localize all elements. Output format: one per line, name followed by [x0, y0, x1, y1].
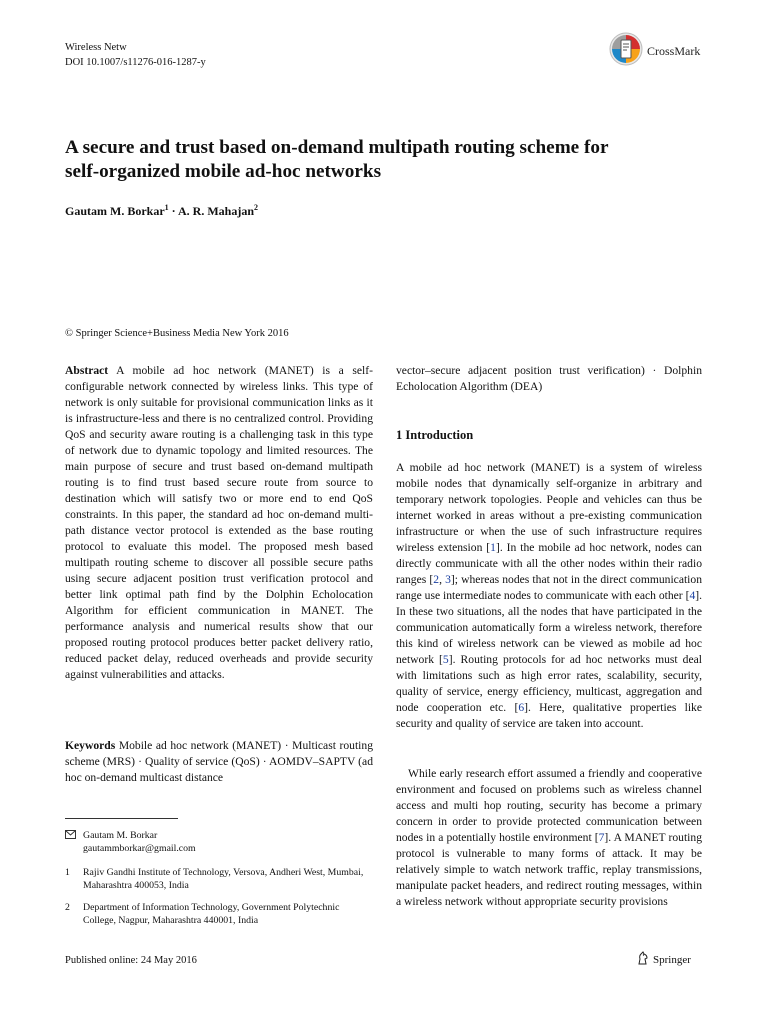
- springer-horse-icon: [636, 951, 650, 968]
- copyright-line: © Springer Science+Business Media New York 2016: [65, 328, 289, 339]
- citation-link[interactable]: 7: [598, 831, 605, 844]
- intro-paragraph-2: [396, 766, 702, 910]
- crossmark-label: CrossMark: [647, 44, 701, 58]
- affiliation-text: Department of Information Technology, Government Polytechnic College, Nagpur, Maharashtra 440001, India: [83, 902, 340, 926]
- crossmark-badge[interactable]: [609, 32, 700, 71]
- text-run: ]. In these two situations, all the nodes that have participated in the communication automatically form a wireless network, therefore this kind of wireless network can be viewed as mobile ad hoc network [: [396, 589, 702, 666]
- text-run: A mobile ad hoc network (MANET) is a system of wireless mobile nodes that dynamically self-organize in arbitrary and temporary network topologies. People and vehicles can thus be internet worked in areas without a pre-existing communication infrastructure or when the use of such infrastructure requires wireless extension [: [396, 461, 702, 554]
- author-separator: ·: [168, 204, 178, 218]
- text-run: ]. Routing protocols for ad hoc networks must deal with limitations such as high error rates, scalability, security, quality of service, energy efficiency, multicast, aggregation and node cooperation etc. [: [396, 653, 702, 714]
- citation-link[interactable]: 1: [490, 541, 496, 554]
- contact-name: Gautam M. Borkar: [83, 830, 158, 841]
- affiliation-marker: 1: [164, 203, 169, 212]
- text-run: ]. Here, qualitative properties like security and quality of service are taken into account.: [396, 701, 702, 730]
- abstract-text: A mobile ad hoc network (MANET) is a self-configurable network connected by wireless links. This type of network is only suitable for provisional communication links as it is infrastructure-less and there is no centralized control. Providing QoS and security aware routing is a challenging task in this type of network due to dynamic topology and limited resources. The main purpose of secure and trust based on-demand multipath routing is to find trust based secure route from source to destination which will satisfy two or more end to end QoS constraints. In this paper, the standard ad hoc on-demand multi-path distance vector protocol is extended as the base routing protocol to evaluate this model. The proposed mesh based multipath routing scheme to discover all possible secure paths using secure adjacent position trust verification protocol and better link optimal path find by the Dolphin Echolocation Algorithm for efficient communication in MANET. The performance analysis and numerical results show that our proposed routing protocol produces better packet delivery ratio, reduced packet delay, reduced overheads and provide security against vulnerabilities and attacks.: [65, 364, 373, 681]
- text-run: ]; whereas nodes that not in the direct communication range use intermediate nodes to communicate with each other [: [396, 573, 702, 602]
- journal-header: [65, 40, 206, 70]
- keywords-text: Mobile ad hoc network (MANET) · Multicast routing scheme (MRS) · Quality of service (QoS) · AOMDV–SAPTV (ad hoc on-demand multicast distance: [65, 739, 373, 784]
- keywords-continuation: vector–secure adjacent position trust verification) · Dolphin Echolocation Algorithm (DEA): [396, 364, 702, 393]
- abstract: [65, 363, 373, 683]
- contact-details: [83, 829, 196, 855]
- crossmark-icon: [609, 32, 643, 71]
- author-name: Gautam M. Borkar: [65, 204, 165, 218]
- doi[interactable]: DOI 10.1007/s11276-016-1287-y: [65, 57, 206, 68]
- contact-footnote: [65, 829, 76, 843]
- keywords-label: Keywords: [65, 739, 116, 752]
- publisher-name: Springer: [653, 953, 691, 966]
- keywords: [65, 738, 373, 786]
- intro-paragraph-1: [396, 460, 702, 732]
- author-name: A. R. Mahajan: [178, 204, 255, 218]
- publisher-logo: [636, 951, 691, 968]
- citation-link[interactable]: 5: [442, 653, 449, 666]
- abstract-label: Abstract: [65, 364, 109, 377]
- affiliation-text: Rajiv Gandhi Institute of Technology, Versova, Andheri West, Mumbai, Maharashtra 400053, India: [83, 867, 364, 891]
- journal-name: Wireless Netw: [65, 42, 127, 53]
- paper-title: A secure and trust based on-demand multipath routing scheme for self-organized mobile ad-hoc networks: [65, 137, 609, 182]
- affiliation-number: 2: [65, 902, 70, 913]
- contact-email[interactable]: gautammborkar@gmail.com: [83, 843, 196, 854]
- affiliation-number: 1: [65, 867, 70, 878]
- text-run: ,: [439, 573, 446, 586]
- citation-link[interactable]: 2: [433, 573, 440, 586]
- section-heading: 1 Introduction: [396, 428, 474, 442]
- text-run: ]. A MANET routing protocol is vulnerable to many forms of attack. It may be relatively simple to watch network traffic, replay transmissions, manipulate packet headers, and redirect routing messages, within a wireless network without appropriate security provisions: [396, 831, 702, 908]
- citation-link[interactable]: 4: [689, 589, 696, 602]
- envelope-icon: [65, 830, 76, 843]
- author-list: [65, 203, 258, 219]
- affiliation-marker: 2: [254, 203, 259, 212]
- footnote-divider: [65, 818, 178, 819]
- citation-link[interactable]: 6: [518, 701, 525, 714]
- text-run: While early research effort assumed a friendly and cooperative environment and focused on problems such as wireless channel access and multi hop routing, security has become a primary concern in order to provide protected communication between nodes in a potentially hostile environment [: [396, 767, 702, 844]
- citation-link[interactable]: 3: [445, 573, 451, 586]
- published-date: Published online: 24 May 2016: [65, 955, 197, 966]
- text-run: ]. In the mobile ad hoc network, nodes can directly communicate with all the other nodes within their radio ranges [: [396, 541, 702, 586]
